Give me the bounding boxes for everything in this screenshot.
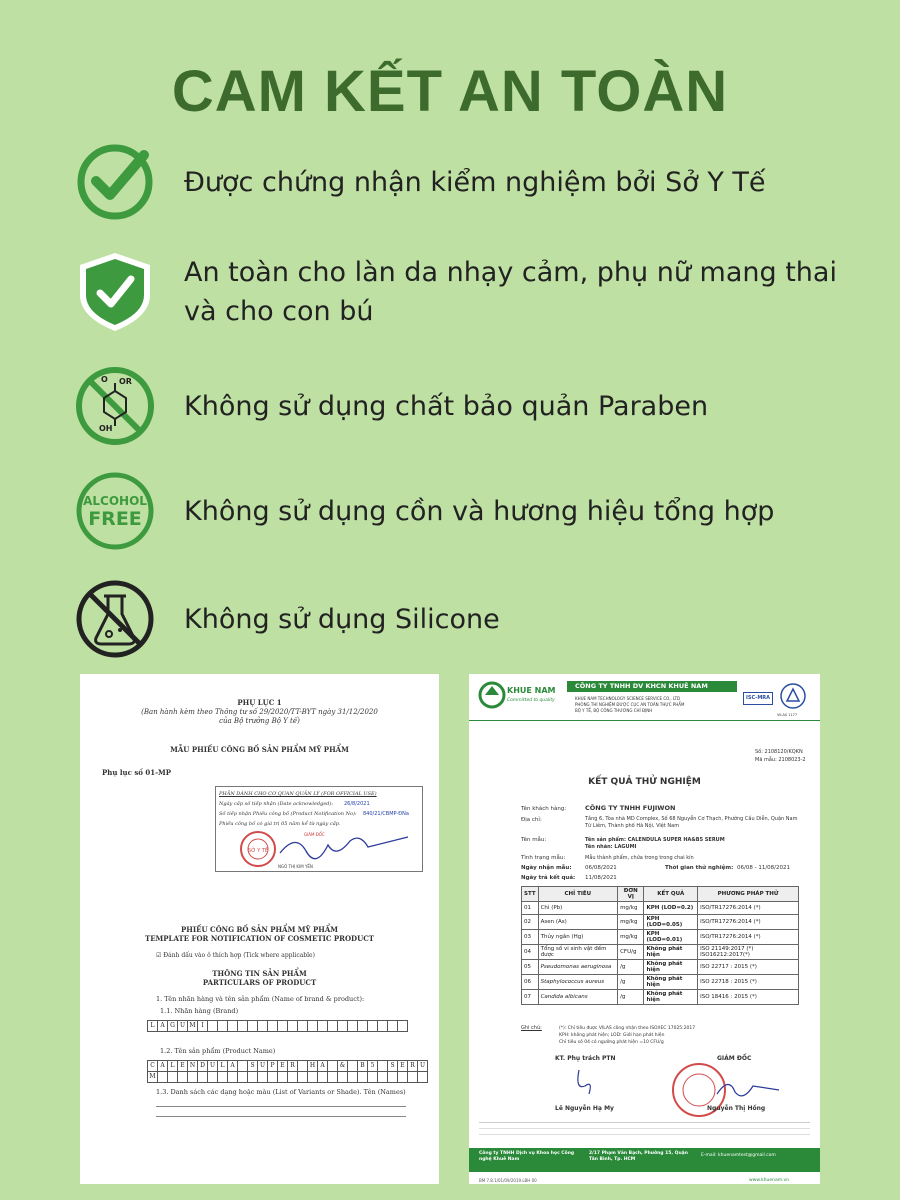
table-cell: Không phát hiện	[644, 960, 698, 975]
table-header: ĐƠN VỊ	[618, 887, 644, 902]
info-title: THÔNG TIN SẢN PHẨM	[212, 969, 307, 978]
table-cell: 03	[522, 930, 539, 945]
notification-document	[80, 674, 439, 1184]
note-label: Ghi chú:	[521, 1025, 542, 1031]
field-label: Tình trạng mẫu:	[521, 855, 566, 861]
feature-item	[74, 470, 844, 552]
table-cell: Asen (As)	[538, 915, 617, 930]
item-1-3: 1.3. Danh sách các dạng hoặc màu (List of Variants or Shade). Tên (Names)	[156, 1088, 406, 1096]
table-cell: 05	[522, 960, 539, 975]
signature-icon	[276, 831, 416, 865]
grid-cell: H	[307, 1060, 318, 1072]
table-header: STT	[522, 887, 539, 902]
grid-cell: R	[287, 1060, 298, 1072]
number-value: 840/21/CBMP-ĐNa	[363, 811, 409, 817]
left-sign-title: KT. Phụ trách PTN	[555, 1055, 616, 1062]
feature-text: Không sử dụng cồn và hương hiệu tổng hợp	[184, 495, 775, 527]
table-row	[522, 915, 799, 930]
icon-label: ALCOHOL	[83, 494, 147, 508]
table-cell: ISO/TR17276:2014 (*)	[698, 930, 799, 945]
grid-cell: E	[397, 1060, 408, 1072]
field-value: 06/08 - 11/08/2021	[737, 865, 791, 871]
number-label: Số tiếp nhận Phiếu công bố (Product Notification No):	[219, 811, 357, 817]
signer-name: NGÔ THỊ KIM YẾN	[278, 864, 313, 869]
grid-cell: 5	[367, 1060, 378, 1072]
table-cell: KPH (LOD=0.01)	[644, 930, 698, 945]
stamp-text: SỞ Y TẾ	[247, 848, 269, 854]
field-label: Ngày trả kết quả:	[521, 875, 576, 881]
alcohol-free-icon	[74, 470, 156, 552]
company-name-en: KHUE NAM TECHNOLOGY SCIENCE SERVICE CO., LTD	[575, 696, 681, 701]
feature-text: Không sử dụng Silicone	[184, 603, 500, 635]
form-code: BM 7.8.1/01/09/2019.LBH 00	[479, 1178, 537, 1183]
date-label: Ngày cấp số tiếp nhận (Date acknowledged):	[219, 801, 334, 807]
field-label: Thời gian thử nghiệm:	[665, 865, 734, 871]
icon-label: O	[101, 375, 108, 384]
table-cell: mg/kg	[618, 930, 644, 945]
table-row	[522, 930, 799, 945]
table-cell: 02	[522, 915, 539, 930]
table-cell: /g	[618, 975, 644, 990]
right-sign-title: GIÁM ĐỐC	[717, 1055, 752, 1062]
field-value: 06/08/2021	[585, 865, 617, 871]
feature-item	[74, 251, 844, 333]
grid-cell: P	[267, 1060, 278, 1072]
item-1-1: 1.1. Nhãn hàng (Brand)	[160, 1007, 239, 1015]
result-heading: KẾT QUẢ THỬ NGHIỆM	[588, 777, 701, 787]
table-cell: /g	[618, 960, 644, 975]
field-value: Tên sản phẩm: CALENDULA SUPER HA&B5 SERUM	[585, 837, 725, 843]
table-cell: /g	[618, 990, 644, 1005]
feature-item	[74, 365, 844, 447]
table-cell: Candida albicans	[538, 990, 617, 1005]
grid-cell: A	[317, 1060, 328, 1072]
header-rule	[469, 720, 820, 721]
doc-heading: PHỤ LỤC 1	[237, 698, 282, 707]
director-title: GIÁM ĐỐC	[304, 832, 325, 837]
table-cell: Thủy ngân (Hg)	[538, 930, 617, 945]
grid-cell: E	[177, 1060, 188, 1072]
official-box	[215, 786, 423, 872]
no-paraben-icon	[74, 365, 156, 447]
no-silicone-icon	[74, 578, 156, 660]
grid-cell: &	[337, 1060, 348, 1072]
icon-label: FREE	[88, 508, 142, 530]
table-cell: Chì (Pb)	[538, 902, 617, 915]
table-cell: KPH (LOD=0.2)	[644, 902, 698, 915]
grid-cell: R	[407, 1060, 418, 1072]
icon-label: OH	[99, 424, 113, 433]
check-circle-icon	[74, 141, 156, 223]
footer-website: www.khuenam.vn	[749, 1178, 790, 1183]
grid-cell: M	[187, 1020, 198, 1032]
table-cell: 07	[522, 990, 539, 1005]
table-row	[522, 960, 799, 975]
footer-address: 2/17 Phạm Văn Bạch, Phường 15, Quận Tân Bình, Tp. HCM	[589, 1151, 688, 1162]
sample-code: Mã mẫu: 2108023-2	[755, 757, 806, 763]
date-value: 26/8/2021	[344, 801, 370, 807]
table-header: CHỈ TIÊU	[538, 887, 617, 902]
table-cell: 04	[522, 945, 539, 960]
field-value: 11/08/2021	[585, 875, 617, 881]
table-cell: ISO/TR17276:2014 (*)	[698, 915, 799, 930]
footer-email: E-mail: khuenamtest@gmail.com	[701, 1153, 776, 1158]
doc-sub: của Bộ trưởng Bộ Y tế)	[219, 717, 300, 725]
note-line: KPH: không phát hiện; LOD: Giới hạn phát hiện	[559, 1033, 665, 1038]
table-header: PHƯƠNG PHÁP THỬ	[698, 887, 799, 902]
table-row	[522, 945, 799, 960]
item-1-2: 1.2. Tên sản phẩm (Product Name)	[160, 1047, 276, 1055]
table-cell: Pseudomonas aeruginosa	[538, 960, 617, 975]
form-title: MẪU PHIẾU CÔNG BỐ SẢN PHẨM MỸ PHẨM	[170, 745, 349, 754]
khue-nam-logo-icon	[477, 680, 507, 710]
grid-cell: U	[257, 1060, 268, 1072]
form-number: Phụ lục số 01-MP	[102, 768, 172, 777]
feature-text: An toàn cho làn da nhạy cảm, phụ nữ mang thai và cho con bú	[184, 257, 837, 327]
table-row	[522, 990, 799, 1005]
feature-text: Được chứng nhận kiểm nghiệm bởi Sở Y Tế	[184, 166, 766, 198]
field-label: Tên khách hàng:	[521, 806, 567, 812]
info-title-en: PARTICULARS OF PRODUCT	[202, 978, 317, 987]
grid-cell: S	[387, 1060, 398, 1072]
lab-line: BỘ Y TẾ, BỘ CÔNG THƯƠNG CHỈ ĐỊNH	[575, 708, 653, 713]
field-value: Mẫu thành phẩm, chứa trong trong chai kín	[585, 855, 694, 861]
table-row	[522, 975, 799, 990]
test-result-document	[469, 674, 820, 1184]
field-label: Ngày nhận mẫu:	[521, 865, 572, 871]
shield-check-icon	[74, 251, 156, 333]
fine-print	[479, 1118, 810, 1144]
official-label: PHẦN DÀNH CHO CƠ QUAN QUẢN LÝ (FOR OFFICIAL USE)	[219, 791, 377, 797]
grid-cell: I	[197, 1020, 208, 1032]
grid-cell: L	[147, 1020, 158, 1032]
table-cell: ISO 22717 : 2015 (*)	[698, 960, 799, 975]
table-cell: ISO 18416 : 2015 (*)	[698, 990, 799, 1005]
icon-label: OR	[119, 377, 132, 386]
table-cell: Tổng số vi sinh vật đếm được	[538, 945, 617, 960]
feature-item	[74, 578, 844, 660]
grid-cell: A	[157, 1060, 168, 1072]
report-number: Số: 2108120/KQKN	[755, 749, 803, 755]
field-label: Địa chỉ:	[521, 817, 542, 823]
feature-text: Không sử dụng chất bảo quản Paraben	[184, 390, 709, 422]
grid-cell: N	[187, 1060, 198, 1072]
table-cell: Không phát hiện	[644, 990, 698, 1005]
table-cell: 01	[522, 902, 539, 915]
grid-cell: U	[207, 1060, 218, 1072]
tick-note: ☑ Đánh dấu vào ô thích hợp (Tick where applicable)	[156, 952, 315, 959]
left-signature-icon	[569, 1066, 609, 1096]
feature-item	[74, 141, 844, 223]
table-cell: Không phát hiện	[644, 945, 698, 960]
logo-text: KHUE NAM	[507, 686, 556, 695]
result-table	[521, 886, 799, 1005]
divider	[156, 1116, 406, 1117]
page-title: CAM KẾT AN TOÀN	[171, 59, 729, 124]
table-cell: ISO 21149:2017 (*) ISO16212:2017(*)	[698, 945, 799, 960]
table-cell: ISO 22718 : 2015 (*)	[698, 975, 799, 990]
notif-title: PHIẾU CÔNG BỐ SẢN PHẨM MỸ PHẨM	[180, 925, 339, 934]
brand-grid	[148, 1020, 408, 1032]
field-value: Tầng 6, Tòa nhà MD Complex, Số 68 Nguyễn Cơ Thạch, Phường Cầu Diễn, Quận Nam Từ Liêm, Thành phố Hà Nội, Việt Nam	[585, 816, 798, 829]
vilas-label: VILAS 1177	[777, 713, 798, 717]
grid-cell: A	[157, 1020, 168, 1032]
table-header: KẾT QUẢ	[644, 887, 698, 902]
grid-cell: S	[247, 1060, 258, 1072]
field-value: Tên nhãn: LAGUMI	[585, 844, 637, 850]
table-cell: 06	[522, 975, 539, 990]
grid-cell	[397, 1020, 408, 1032]
grid-cell: U	[177, 1020, 188, 1032]
grid-cell: B	[357, 1060, 368, 1072]
doc-sub: (Ban hành kèm theo Thông tư số 29/2020/TT-BYT ngày 31/12/2020	[141, 708, 378, 716]
table-row	[522, 902, 799, 915]
grid-cell: E	[277, 1060, 288, 1072]
grid-cell: A	[227, 1060, 238, 1072]
table-cell: ISO/TR17276:2014 (*)	[698, 902, 799, 915]
footer-company: Công ty TNHH Dịch vụ Khoa học Công nghệ Khuê Nam	[479, 1151, 575, 1162]
grid-cell: L	[167, 1060, 178, 1072]
notif-title-en: TEMPLATE FOR NOTIFICATION OF COSMETIC PRODUCT	[144, 934, 375, 943]
table-cell: Staphylococcus aureus	[538, 975, 617, 990]
stamp-icon	[238, 829, 278, 869]
table-cell: Không phát hiện	[644, 975, 698, 990]
grid-cell: U	[417, 1060, 428, 1072]
logo-tagline: Committed to quality	[507, 698, 555, 703]
footer-bar	[469, 1148, 820, 1172]
note-line: (*): Chỉ tiêu được VILAS công nhận theo ISO/IEC 17025:2017	[559, 1026, 696, 1031]
validity-text: Phiếu công bố có giá trị 05 năm kể từ ngày cấp.	[219, 821, 341, 827]
vilas-badge-icon	[779, 682, 807, 710]
table-cell: mg/kg	[618, 915, 644, 930]
right-signer: Nguyễn Thị Hồng	[707, 1105, 766, 1112]
item-1: 1. Tên nhãn hàng và tên sản phẩm (Name of brand & product):	[156, 995, 365, 1003]
note-line: Chỉ tiêu số 04 có ngưỡng phát hiện =10 CFU/g	[559, 1040, 664, 1045]
right-signature-icon	[713, 1074, 783, 1104]
field-label: Tên mẫu:	[521, 837, 547, 843]
table-cell: KPH (LOD=0.05)	[644, 915, 698, 930]
table-cell: CFU/g	[618, 945, 644, 960]
product-grid-row2	[148, 1071, 428, 1083]
left-signer: Lê Nguyễn Hạ My	[555, 1105, 614, 1112]
lab-line: PHÒNG THÍ NGHIỆM ĐƯỢC CỤC AN TOÀN THỰC PHẨM	[575, 702, 685, 707]
grid-cell: L	[217, 1060, 228, 1072]
company-name: CÔNG TY TNHH DV KHCN KHUÊ NAM	[575, 682, 708, 690]
grid-cell: M	[147, 1071, 158, 1083]
divider	[156, 1106, 406, 1107]
grid-cell: D	[197, 1060, 208, 1072]
grid-cell: G	[167, 1020, 178, 1032]
field-value: CÔNG TY TNHH FUJIWON	[585, 804, 676, 812]
grid-cell	[417, 1071, 428, 1083]
grid-cell: C	[147, 1060, 158, 1072]
cert-badge: ISC-MRA	[743, 692, 773, 705]
table-cell: mg/kg	[618, 902, 644, 915]
